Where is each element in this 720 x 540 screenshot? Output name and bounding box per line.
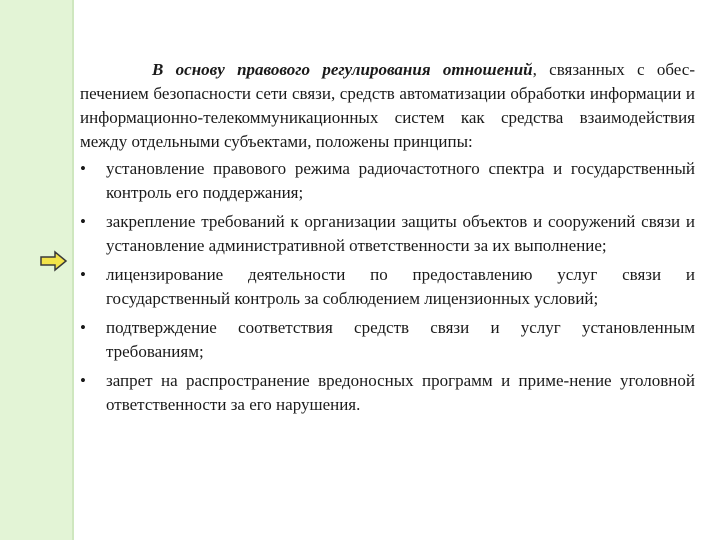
list-item-text: установление правового режима радиочастотного спектра и государственный контроль его поддержания;: [106, 159, 695, 202]
list-item-text: запрет на распространение вредоносных программ и приме-нение уголовной ответственности за его нарушения.: [106, 371, 695, 414]
list-item: [80, 316, 695, 364]
right-arrow-icon: [40, 250, 68, 272]
slide-content: [80, 58, 695, 422]
list-item-text: лицензирование деятельности по предоставлению услуг связи и государственный контроль за соблюдением лицензионных условий;: [106, 265, 695, 308]
list-item: [80, 157, 695, 205]
bullet-icon: •: [80, 212, 86, 231]
bullet-icon: •: [80, 318, 86, 337]
intro-paragraph: [80, 58, 695, 154]
bullet-icon: •: [80, 265, 86, 284]
list-item-text: подтверждение соответствия средств связи и услуг установленным требованиям;: [106, 318, 695, 361]
intro-lead: В основу правового регулирования отношений: [152, 60, 533, 79]
list-item: [80, 369, 695, 417]
bullet-icon: •: [80, 159, 86, 178]
list-item-text: закрепление требований к организации защиты объектов и сооружений связи и установление административной ответственности за их выполнение;: [106, 212, 695, 255]
principles-list: [80, 157, 695, 417]
side-band-edge: [72, 0, 74, 540]
list-item: [80, 210, 695, 258]
list-item: [80, 263, 695, 311]
bullet-icon: •: [80, 371, 86, 390]
intro-rest: , связанных с обес-печением безопасности сети связи, средств автоматизации обработки информации и информационно-телекоммуникационных систем как средства взаимодействия между отдельными субъектами, положены принципы:: [80, 60, 695, 151]
